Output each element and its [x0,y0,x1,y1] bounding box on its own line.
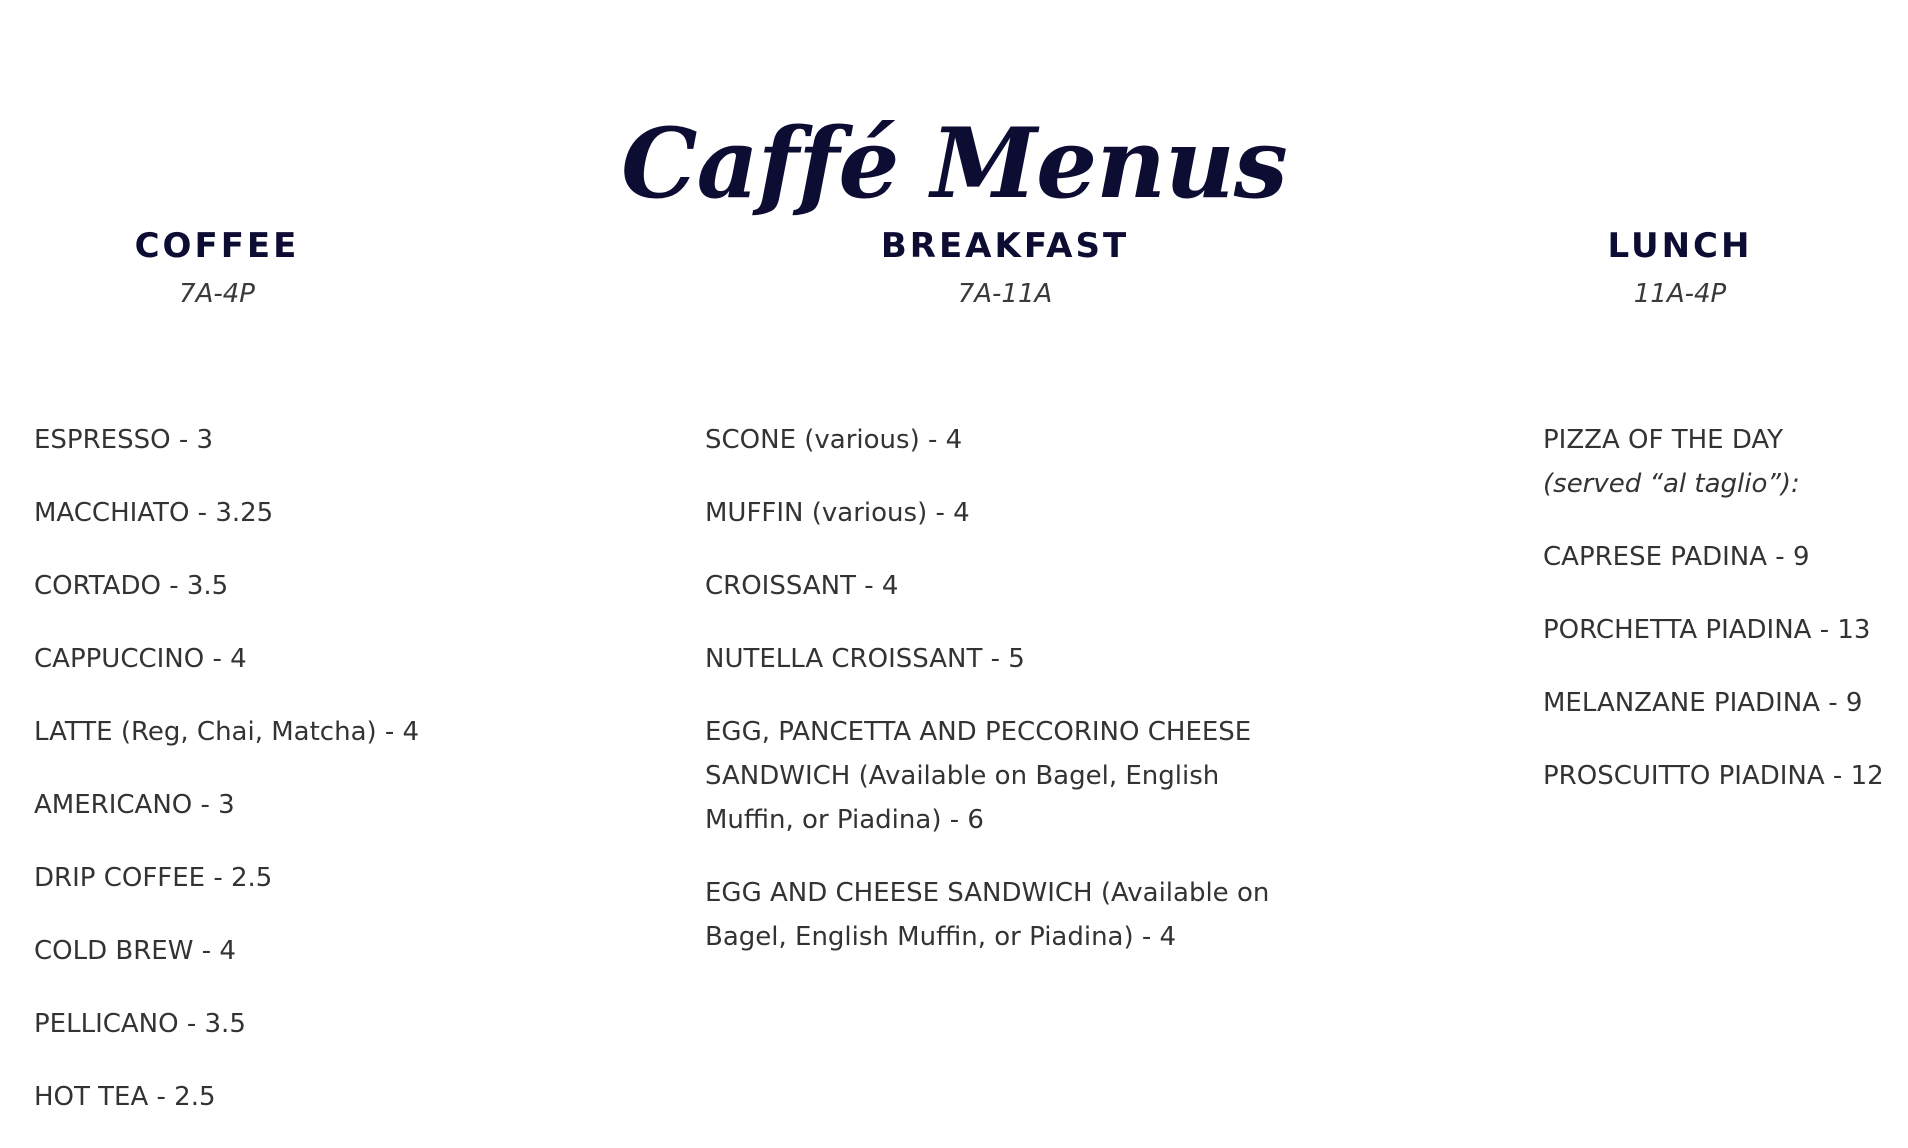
lunch-hours: 11A-4P [1633,279,1727,309]
menu-item: ESPRESSO - 3 [34,425,214,455]
pizza-label: PIZZA OF THE DAY [1543,425,1784,455]
menu-item: PORCHETTA PIADINA - 13 [1543,615,1871,645]
menu-item: MUFFIN (various) - 4 [705,498,970,528]
menu-item: MELANZANE PIADINA - 9 [1543,688,1863,718]
menu-item: CORTADO - 3.5 [34,571,229,601]
menu-item: SCONE (various) - 4 [705,425,963,455]
pizza-note: (served “al taglio”): [1543,469,1800,499]
menu-item: DRIP COFFEE - 2.5 [34,863,273,893]
menu-item: CAPPUCCINO - 4 [34,644,247,674]
menu-item: EGG AND CHEESE SANDWICH (Available on Bagel, English Muffin, or Piadina) - 4 [705,878,1270,952]
coffee-items [34,418,419,1148]
coffee-hours: 7A-4P [179,279,255,309]
menu-item: CAPRESE PADINA - 9 [1543,542,1810,572]
menu-item: EGG, PANCETTA AND PECCORINO CHEESE SANDWICH (Available on Bagel, English Muffin, or Piadina) - 6 [705,717,1252,835]
breakfast-items [705,418,1305,988]
breakfast-heading: BREAKFAST [880,226,1130,267]
breakfast-hours: 7A-11A [957,279,1053,309]
menu-item: PROSCUITTO PIADINA - 12 [1543,761,1884,791]
menu-item: HOT TEA - 2.5 [34,1082,216,1112]
menu-item: COLD BREW - 4 [34,936,236,966]
menu-item: NUTELLA CROISSANT - 5 [705,644,1025,674]
pizza-of-the-day [1543,418,1903,506]
menu-item: PELLICANO - 3.5 [34,1009,246,1039]
menu-item: AMERICANO - 3 [34,790,235,820]
lunch-heading: LUNCH [1607,226,1753,267]
lunch-items [1543,418,1903,827]
page-title: Caffé Menus [621,107,1287,221]
menu-item: MACCHIATO - 3.25 [34,498,274,528]
menu-item: CROISSANT - 4 [705,571,899,601]
coffee-heading: COFFEE [134,226,300,267]
menu-item: LATTE (Reg, Chai, Matcha) - 4 [34,717,420,747]
